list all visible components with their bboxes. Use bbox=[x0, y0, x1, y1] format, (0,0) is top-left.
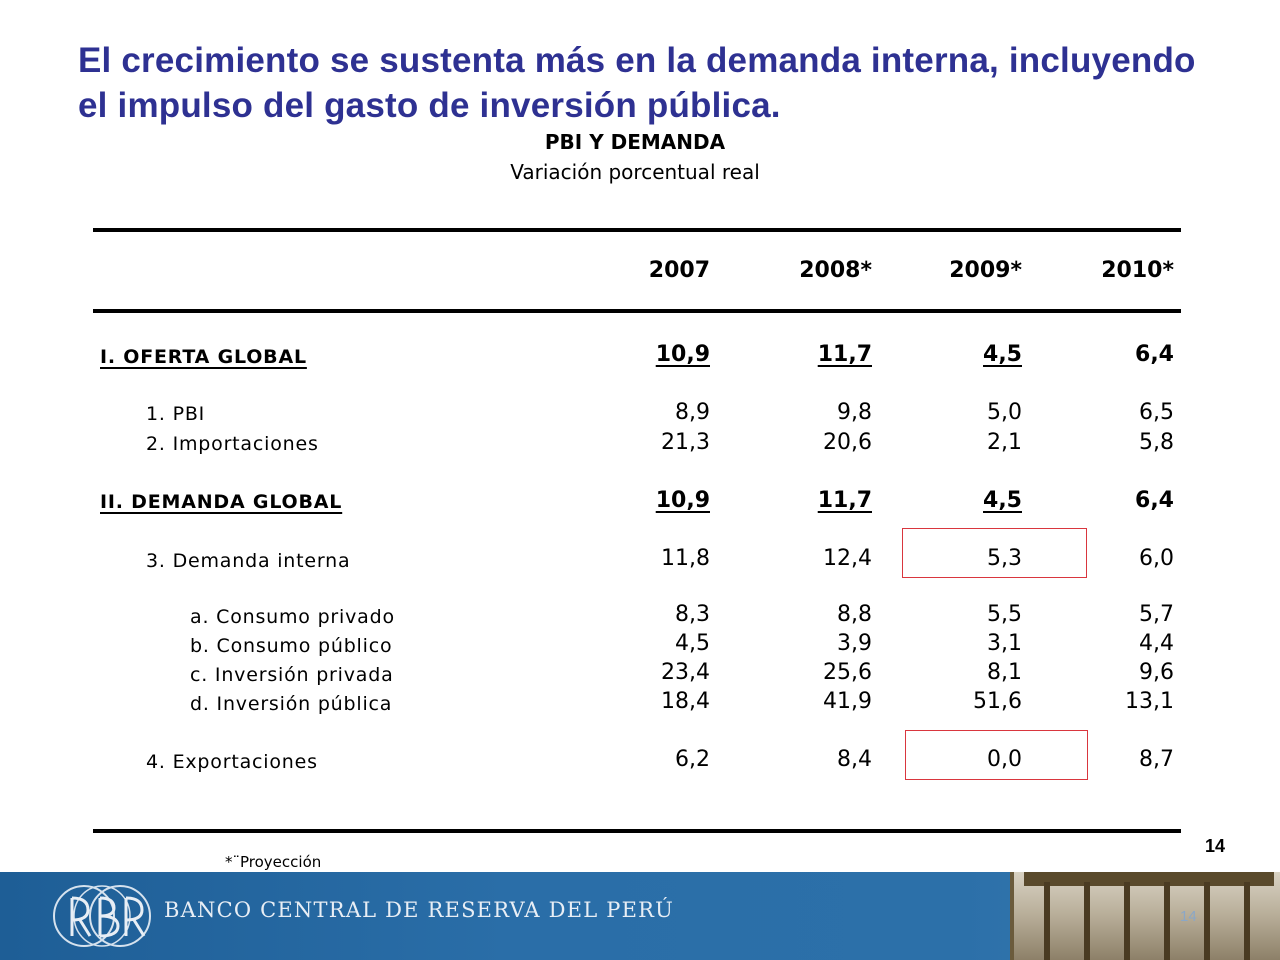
bank-logo-icon bbox=[48, 880, 156, 952]
table-cell: 8,8 bbox=[837, 602, 872, 627]
table-cell: 8,7 bbox=[1139, 747, 1174, 772]
column-header-2008: 2008* bbox=[799, 258, 872, 283]
row-label: b. Consumo público bbox=[190, 635, 393, 657]
row-label: I. OFERTA GLOBAL bbox=[100, 346, 307, 368]
header-bottom-rule bbox=[93, 309, 1181, 313]
row-label: d. Inversión pública bbox=[190, 693, 393, 715]
table-cell: 18,4 bbox=[661, 689, 710, 714]
table-cell: 23,4 bbox=[661, 660, 710, 685]
table-cell: 20,6 bbox=[823, 430, 872, 455]
table-cell: 4,5 bbox=[983, 342, 1022, 367]
table-cell: 4,5 bbox=[675, 631, 710, 656]
row-label: 4. Exportaciones bbox=[146, 751, 318, 773]
table-cell: 9,6 bbox=[1139, 660, 1174, 685]
slide-title: El crecimiento se sustenta más en la demanda interna, incluyendo el impulso del gasto de inversión pública. bbox=[78, 41, 1196, 125]
highlight-box-exportaciones-2009 bbox=[905, 730, 1088, 780]
table-bottom-rule bbox=[93, 829, 1181, 833]
table-cell: 6,4 bbox=[1135, 488, 1174, 513]
table-cell: 3,1 bbox=[987, 631, 1022, 656]
row-label: 1. PBI bbox=[146, 403, 206, 425]
table-cell: 11,7 bbox=[817, 488, 872, 513]
row-label: 3. Demanda interna bbox=[146, 550, 351, 572]
table-cell: 6,5 bbox=[1139, 400, 1174, 425]
table-cell: 11,7 bbox=[817, 342, 872, 367]
row-label: II. DEMANDA GLOBAL bbox=[100, 491, 343, 513]
table-cell: 5,5 bbox=[987, 602, 1022, 627]
column-header-2010: 2010* bbox=[1101, 258, 1174, 283]
table-cell: 0,0 bbox=[987, 747, 1022, 772]
table-cell: 8,9 bbox=[675, 400, 710, 425]
table-cell: 2,1 bbox=[987, 430, 1022, 455]
footnote: *¨Proyección bbox=[225, 853, 322, 871]
column-header-2007: 2007 bbox=[648, 258, 710, 283]
table-cell: 4,4 bbox=[1139, 631, 1174, 656]
row-label: 2. Importaciones bbox=[146, 433, 319, 455]
table-title: PBI Y DEMANDA bbox=[544, 130, 726, 154]
table-cell: 8,3 bbox=[675, 602, 710, 627]
table-top-rule bbox=[93, 228, 1181, 232]
table-cell: 21,3 bbox=[661, 430, 710, 455]
table-cell: 9,8 bbox=[837, 400, 872, 425]
table-cell: 13,1 bbox=[1125, 689, 1174, 714]
table-cell: 3,9 bbox=[837, 631, 872, 656]
footer-banner bbox=[0, 872, 1280, 960]
table-cell: 25,6 bbox=[823, 660, 872, 685]
table-cell: 10,9 bbox=[655, 342, 710, 367]
ghost-page-number: 14 bbox=[1180, 908, 1197, 925]
table-cell: 5,3 bbox=[987, 546, 1022, 571]
table-subtitle: Variación porcentual real bbox=[510, 160, 760, 184]
table-cell: 6,0 bbox=[1139, 546, 1174, 571]
table-cell: 8,1 bbox=[987, 660, 1022, 685]
table-cell: 4,5 bbox=[983, 488, 1022, 513]
table-cell: 11,8 bbox=[661, 546, 710, 571]
building-photo bbox=[1010, 872, 1280, 960]
table-cell: 5,8 bbox=[1139, 430, 1174, 455]
highlight-box-demanda-interna-2009 bbox=[902, 528, 1087, 578]
table-cell: 6,2 bbox=[675, 747, 710, 772]
page-number: 14 bbox=[1205, 836, 1226, 856]
table-cell: 5,7 bbox=[1139, 602, 1174, 627]
table-cell: 5,0 bbox=[987, 400, 1022, 425]
table-cell: 51,6 bbox=[973, 689, 1022, 714]
table-cell: 6,4 bbox=[1135, 342, 1174, 367]
table-cell: 41,9 bbox=[823, 689, 872, 714]
bank-name: BANCO CENTRAL DE RESERVA DEL PERÚ bbox=[164, 898, 675, 922]
row-label: a. Consumo privado bbox=[190, 606, 395, 628]
row-label: c. Inversión privada bbox=[190, 664, 394, 686]
column-header-2009: 2009* bbox=[949, 258, 1022, 283]
table-cell: 12,4 bbox=[823, 546, 872, 571]
table-cell: 10,9 bbox=[655, 488, 710, 513]
table-cell: 8,4 bbox=[837, 747, 872, 772]
